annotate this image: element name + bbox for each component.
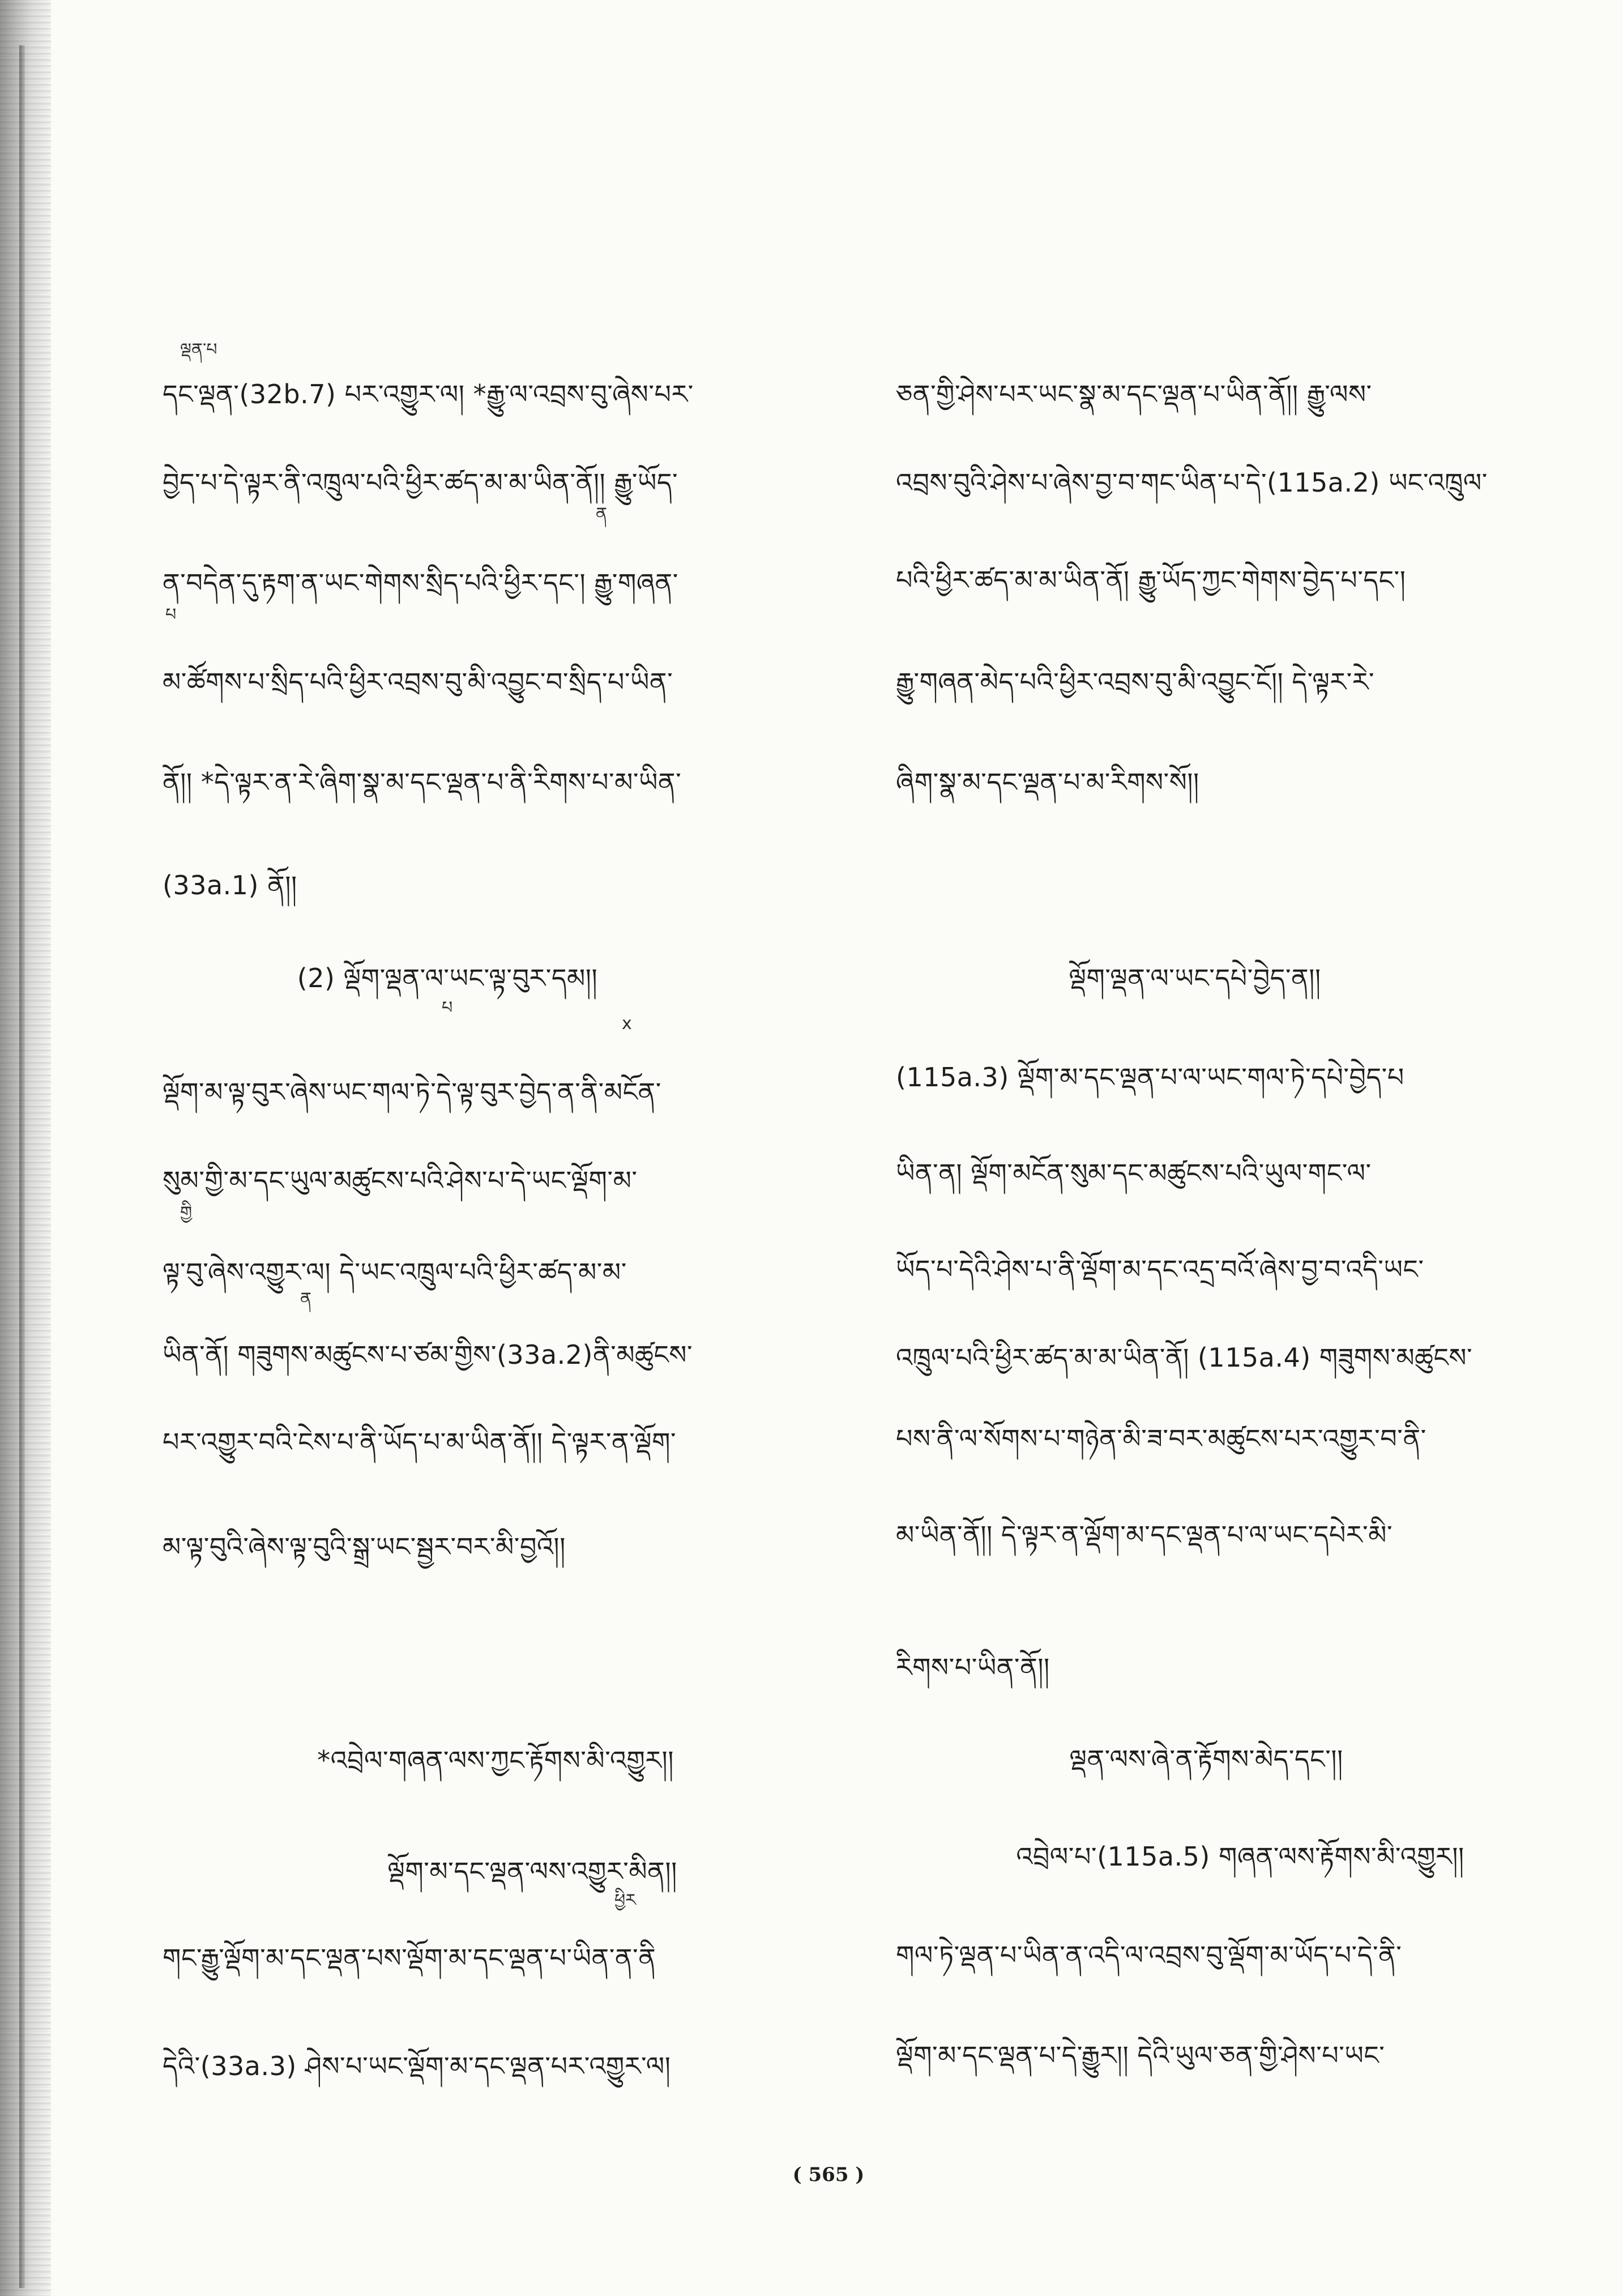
text-line: འཁྲུལ་པའི་ཕྱིར་ཚད་མ་མ་ཡིན་ནོ། (115a.4) གཟུགས་མཚུངས་ xyxy=(896,1342,1473,1373)
text-line: མ་ཚོགས་པ་སྲིད་པའི་ཕྱིར་འབྲས་བུ་མི་འབྱུང་བ་སྲིད་པ་ཡིན་ xyxy=(163,667,673,697)
text-line: འབྲས་བུའི་ཤེས་པ་ཞེས་བྱ་བ་གང་ཡིན་པ་དེ་(115a.2) ཡང་འཁྲུལ་ xyxy=(896,467,1488,498)
text-line: ཡོད་པ་དེའི་ཤེས་པ་ནི་ལྡོག་མ་དང་འདྲ་བའོ་ཞེས་བྱ་བ་འདི་ཡང་ xyxy=(896,1254,1424,1284)
text-line: མ་ལྟ་བུའི་ཞེས་ལྟ་བུའི་སྒྲ་ཡང་སྦྱར་བར་མི་བྱའོ།། xyxy=(163,1531,566,1562)
text-line: ཅན་གྱི་ཤེས་པར་ཡང་སྣ་མ་དང་ལྡན་པ་ཡིན་ནོ།། རྒྱུ་ལས་ xyxy=(896,379,1372,409)
text-line: ཡིན་ནོ། གཟུགས་མཚུངས་པ་ཙམ་གྱིས་(33a.2)ནི་མཚུངས་ xyxy=(163,1339,693,1370)
text-line: ལྟ་བུ་ཞེས་འགྱུར་ལ། དེ་ཡང་འཁྲུལ་པའི་ཕྱིར་ཚད་མ་མ་ xyxy=(163,1257,627,1287)
text-line: (115a.3) ལྡོག་མ་དང་ལྡན་པ་ལ་ཡང་གལ་ཏེ་དཔེ་བྱེད་པ xyxy=(896,1062,1404,1092)
text-line: རིགས་པ་ཡིན་ནོ།། xyxy=(896,1652,1050,1683)
interlinear-note: ཕྱིར xyxy=(614,1890,636,1910)
text-line: ལྡོག་མ་དང་ལྡན་པ་དེ་རྒྱུར།། དེའི་ཡུལ་ཅན་གྱི་ཤེས་པ་ཡང་ xyxy=(896,2040,1385,2071)
page-number: ( 565 ) xyxy=(792,2163,865,2186)
section-heading: ལྡོག་ལྡན་ལ་ཡང་དཔེ་བྱེད་ན།། xyxy=(1069,963,1321,993)
text-line: ལྡོག་མ་ལྟ་བུར་ཞེས་ཡང་གལ་ཏེ་དེ་ལྟ་བུར་བྱེད་ན་ནི་མངོན་ xyxy=(163,1077,661,1107)
interlinear-note: ལྡན་པ xyxy=(180,340,217,360)
text-line: མ་ཡིན་ནོ།། དེ་ལྟར་ན་ལྡོག་མ་དང་ལྡན་པ་ལ་ཡང་དཔེར་མི་ xyxy=(896,1520,1393,1550)
text-line: གང་རྒྱུ་ལྡོག་མ་དང་ལྡན་པས་ལྡོག་མ་དང་ལྡན་པ་ཡིན་ན་ནི xyxy=(163,1943,656,1973)
text-line: རྒྱུ་གཞན་མེད་པའི་ཕྱིར་འབྲས་བུ་མི་འབྱུང་ངོ།། དེ་ལྟར་རེ་ xyxy=(896,667,1375,697)
verse-line: འབྲེལ་པ་(115a.5) གཞན་ལས་རྟོགས་མི་འགྱུར།། xyxy=(1016,1841,1464,1872)
interlinear-note: ན xyxy=(596,504,608,524)
text-line: སུམ་གྱི་མ་དང་ཡུལ་མཚུངས་པའི་ཤེས་པ་དེ་ཡང་ལྡོག་མ་ xyxy=(163,1165,638,1196)
interlinear-note: པ xyxy=(165,605,177,625)
section-heading: (2) ལྡོག་ལྡན་ལ་ཡང་ལྟ་བུར་དམ།། xyxy=(297,963,598,993)
scan-binding-line xyxy=(19,45,25,2288)
verse-line: ལྡན་ལས་ཞེ་ན་རྟོགས་མེད་དང་།། xyxy=(1069,1744,1343,1774)
scan-edge-shadow xyxy=(0,0,51,2296)
text-line: དང་ལྡན་(32b.7) པར་འགྱུར་ལ། *རྒྱུ་ལ་འབྲས་བུ་ཞེས་པར་ xyxy=(163,379,694,409)
text-line: གལ་ཏེ་ལྡན་པ་ཡིན་ན་འདི་ལ་འབྲས་བུ་ལྡོག་མ་ཡོད་པ་དེ་ནི་ xyxy=(896,1940,1402,1970)
text-line: ཞིག་སྣ་མ་དང་ལྡན་པ་མ་རིགས་སོ།། xyxy=(896,767,1199,797)
correction-mark: x xyxy=(622,1014,632,1034)
verse-line: *འབྲེལ་གཞན་ལས་ཀྱང་རྟོགས་མི་འགྱུར།། xyxy=(317,1745,674,1776)
verse-line: ལྡོག་མ་དང་ལྡན་ལས་འགྱུར་མིན།། xyxy=(387,1856,677,1887)
text-line: དེའི་(33a.3) ཤེས་པ་ཡང་ལྡོག་མ་དང་ལྡན་པར་འགྱུར་ལ། xyxy=(163,2051,671,2081)
text-line: པའི་ཕྱིར་ཚད་མ་མ་ཡིན་ནོ། རྒྱུ་ཡོད་ཀྱང་གེགས་བྱེད་པ་དང་། xyxy=(896,565,1406,595)
text-line: ཡིན་ན། ལྡོག་མངོན་སུམ་དང་མཚུངས་པའི་ཡུལ་གང་ལ་ xyxy=(896,1158,1372,1188)
interlinear-note: པ xyxy=(442,998,453,1018)
text-line: པར་འགྱུར་བའི་ངེས་པ་ནི་ཡོད་པ་མ་ཡིན་ནོ།། དེ་ལྟར་ན་ལྡོག་ xyxy=(163,1427,677,1457)
text-line: བྱེད་པ་དེ་ལྟར་ནི་འཁྲུལ་པའི་ཕྱིར་ཚད་མ་མ་ཡིན་ནོ།། རྒྱུ་ཡོད་ xyxy=(163,467,678,498)
interlinear-note: གྱི xyxy=(180,1203,193,1223)
interlinear-note: ན xyxy=(300,1289,312,1309)
text-line: པས་ནི་ལ་སོགས་པ་གཉེན་མི་ཟ་བར་མཚུངས་པར་འགྱུར་བ་ནི་ xyxy=(896,1423,1426,1454)
text-line: ན་བདེན་དུ་རྟག་ན་ཡང་གེགས་སྲིད་པའི་ཕྱིར་དང་། རྒྱུ་གཞན་ xyxy=(163,567,678,598)
text-line: (33a.1) ནོ།། xyxy=(163,870,297,901)
text-line: ནོ།། *དེ་ལྟར་ན་རེ་ཞིག་སྣ་མ་དང་ལྡན་པ་ནི་རིགས་པ་མ་ཡིན་ xyxy=(163,767,682,797)
